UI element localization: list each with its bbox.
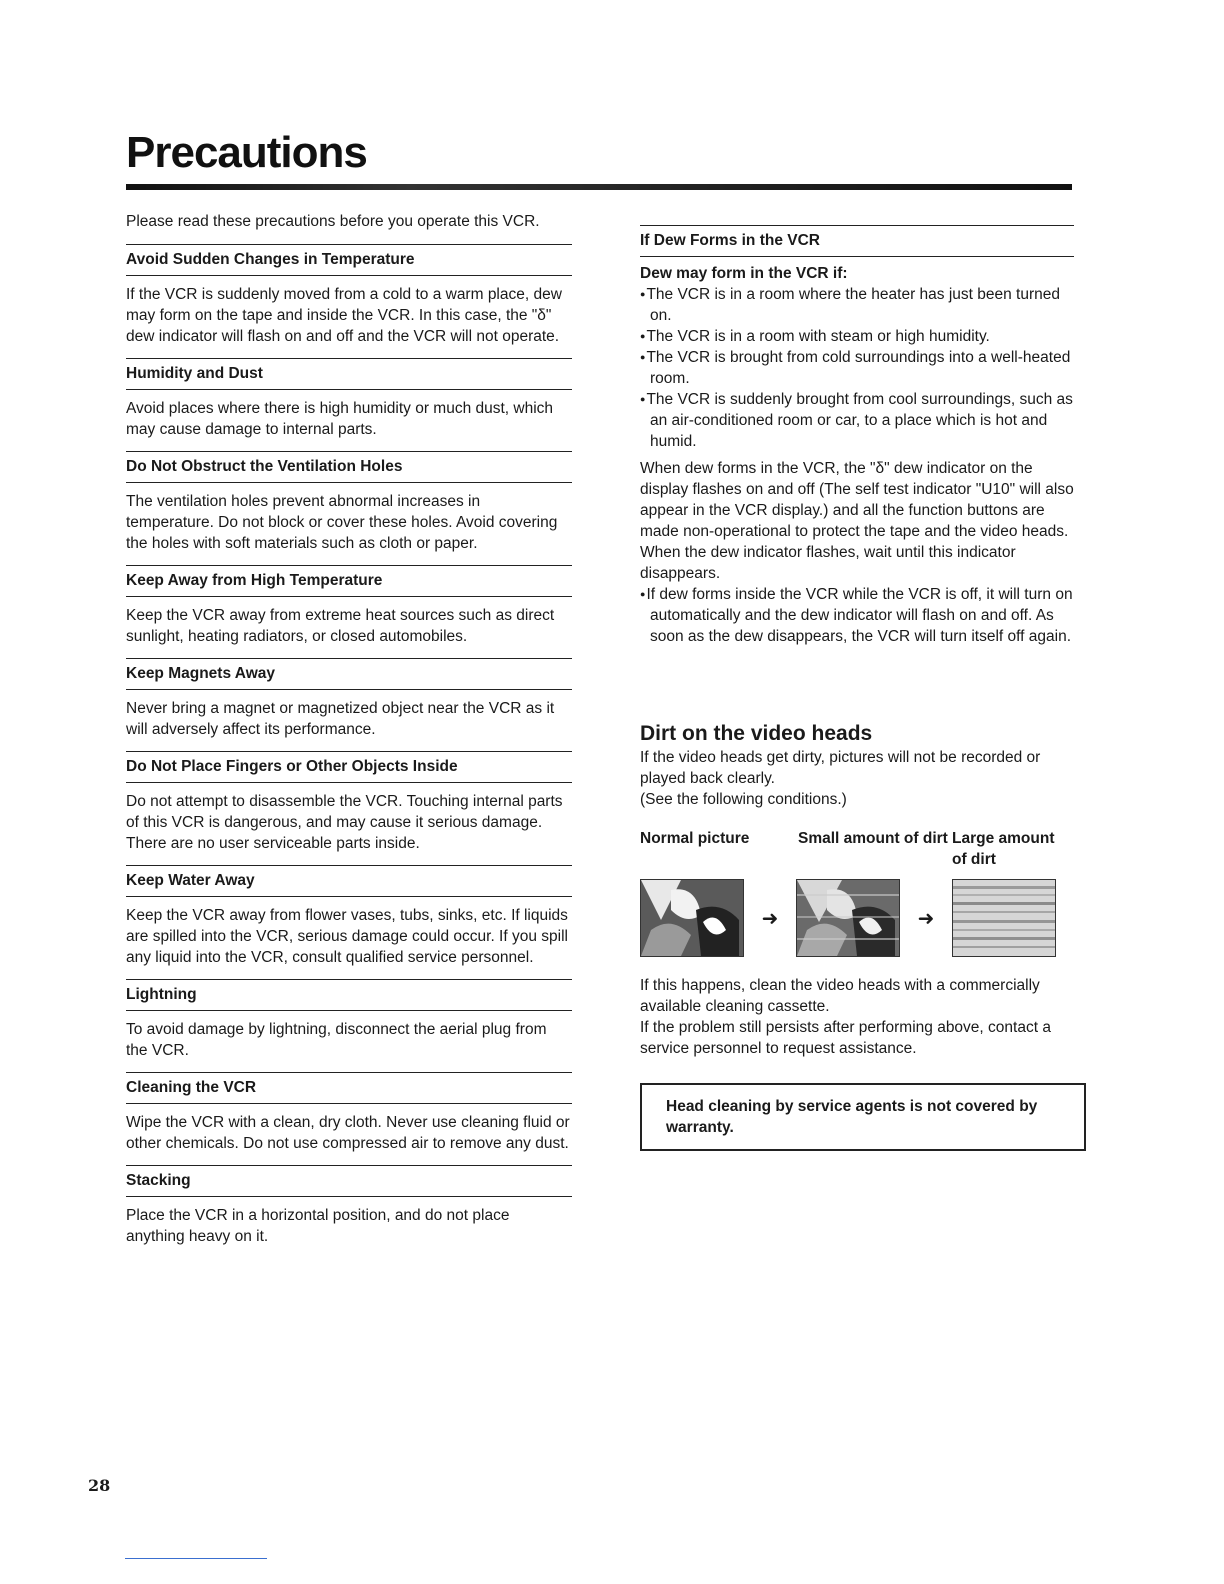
list-item: ● The VCR is in a room with steam or high humidity. (640, 326, 1074, 347)
section-ventilation (126, 451, 572, 554)
right-column (640, 225, 1074, 1151)
dew-heading: If Dew Forms in the VCR (640, 225, 1074, 257)
list-item: ● If dew forms inside the VCR while the VCR is off, it will turn on automatically and the dew indicator will flash on and off. As soon as the dew disappears, the VCR will turn itself off again. (640, 584, 1074, 647)
section-heading: Avoid Sudden Changes in Temperature (126, 244, 572, 276)
dirt-intro-2: (See the following conditions.) (640, 791, 847, 808)
section-body: Avoid places where there is high humidity or much dust, which may cause damage to internal parts. (126, 400, 554, 438)
title-rule (126, 184, 1072, 190)
dew-paragraph: When dew forms in the VCR, the "δ" dew indicator on the display flashes on and off (The self test indicator "U10" will also appear in the VCR display.) and all the function buttons are made non-operational to protect the tape and the video heads. When the dew indicator flashes, wait until this indicator disappears. (640, 460, 1074, 582)
conditions-row (640, 828, 1074, 870)
list-item: ● The VCR is brought from cold surroundings into a well-heated room. (640, 347, 1074, 389)
section-body: Wipe the VCR with a clean, dry cloth. Never use cleaning fluid or other chemicals. Do not use compressed air to remove any dust. (126, 1114, 570, 1152)
section-heading: Humidity and Dust (126, 358, 572, 390)
intro-text: Please read these precautions before you operate this VCR. (126, 213, 540, 230)
large-dirt-image (952, 879, 1056, 957)
section-body: If the VCR is suddenly moved from a cold to a warm place, dew may form on the tape and inside the VCR. In this case, the "δ" dew indicator will flash on and off and the VCR will not operate. (126, 286, 562, 345)
warranty-note: Head cleaning by service agents is not covered by warranty. (640, 1083, 1086, 1151)
normal-picture-image (640, 879, 744, 957)
condition-small-dirt: Small amount of dirt (798, 830, 948, 847)
page-number: 28 (88, 1476, 111, 1495)
section-high-temperature (126, 565, 572, 647)
after-text-2: If the problem still persists after performing above, contact a service personnel to request assistance. (640, 1019, 1051, 1057)
section-body: Never bring a magnet or magnetized object near the VCR as it will adversely affect its performance. (126, 700, 555, 738)
section-body: Keep the VCR away from extreme heat sources such as direct sunlight, heating radiators, or closed automobiles. (126, 607, 555, 645)
section-heading: Keep Water Away (126, 865, 572, 897)
section-humidity (126, 358, 572, 440)
picture-samples (640, 879, 1074, 957)
list-item: ● The VCR is suddenly brought from cool surroundings, such as an air-conditioned room or car, to a place which is hot and humid. (640, 389, 1074, 452)
section-heading: Lightning (126, 979, 572, 1011)
condition-normal: Normal picture (640, 830, 750, 847)
after-text-1: If this happens, clean the video heads with a commercially available cleaning cassette. (640, 977, 1040, 1015)
section-heading: Keep Magnets Away (126, 658, 572, 690)
section-body: Place the VCR in a horizontal position, and do not place anything heavy on it. (126, 1207, 510, 1245)
section-lightning (126, 979, 572, 1061)
section-heading: Do Not Place Fingers or Other Objects Inside (126, 751, 572, 783)
page-title: Precautions (126, 128, 367, 177)
section-heading: Stacking (126, 1165, 572, 1197)
section-body: Keep the VCR away from flower vases, tubs, sinks, etc. If liquids are spilled into the VCR, serious damage could occur. If you spill any liquid into the VCR, consult qualified service personnel. (126, 907, 568, 966)
arrow-icon: ➜ (761, 907, 779, 930)
small-dirt-image (796, 879, 900, 957)
section-water (126, 865, 572, 968)
arrow-icon: ➜ (917, 907, 935, 930)
list-item: ● The VCR is in a room where the heater has just been turned on. (640, 284, 1074, 326)
section-body: To avoid damage by lightning, disconnect the aerial plug from the VCR. (126, 1021, 547, 1059)
condition-large-dirt: Large amount of dirt (952, 830, 1055, 868)
section-body: The ventilation holes prevent abnormal increases in temperature. Do not block or cover these holes. Avoid covering the holes with soft materials such as cloth or paper. (126, 493, 558, 552)
left-column (126, 211, 572, 1258)
dew-subheading: Dew may form in the VCR if: (640, 265, 848, 282)
dirt-title: Dirt on the video heads (640, 722, 873, 745)
section-temperature (126, 244, 572, 347)
dew-bullet-list (640, 284, 1074, 452)
section-fingers (126, 751, 572, 854)
section-cleaning (126, 1072, 572, 1154)
dew-bullet-list-2 (640, 584, 1074, 647)
footer-rule (125, 1558, 267, 1559)
section-stacking (126, 1165, 572, 1247)
section-magnets (126, 658, 572, 740)
section-body: Do not attempt to disassemble the VCR. Touching internal parts of this VCR is dangerous, and may cause it serious damage. There are no user serviceable parts inside. (126, 793, 563, 852)
dirt-intro: If the video heads get dirty, pictures will not be recorded or played back clearly. (640, 749, 1041, 787)
section-heading: Do Not Obstruct the Ventilation Holes (126, 451, 572, 483)
section-heading: Keep Away from High Temperature (126, 565, 572, 597)
section-heading: Cleaning the VCR (126, 1072, 572, 1104)
